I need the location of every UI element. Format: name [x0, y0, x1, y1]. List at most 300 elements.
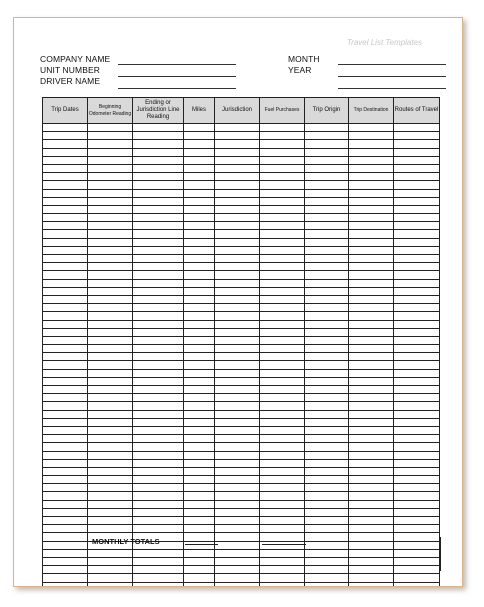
table-cell[interactable] — [43, 459, 88, 467]
table-cell[interactable] — [349, 132, 394, 140]
table-cell[interactable] — [184, 312, 215, 320]
table-cell[interactable] — [349, 173, 394, 181]
table-cell[interactable] — [184, 336, 215, 344]
table-cell[interactable] — [215, 345, 260, 353]
table-cell[interactable] — [43, 328, 88, 336]
table-cell[interactable] — [349, 582, 394, 587]
table-cell[interactable] — [215, 443, 260, 451]
table-cell[interactable] — [305, 574, 349, 582]
table-cell[interactable] — [349, 230, 394, 238]
table-cell[interactable] — [305, 451, 349, 459]
table-cell[interactable] — [305, 435, 349, 443]
table-cell[interactable] — [260, 394, 305, 402]
table-cell[interactable] — [260, 205, 305, 213]
table-cell[interactable] — [305, 320, 349, 328]
table-cell[interactable] — [88, 459, 133, 467]
table-cell[interactable] — [260, 525, 305, 533]
table-cell[interactable] — [260, 132, 305, 140]
table-cell[interactable] — [349, 345, 394, 353]
table-cell[interactable] — [215, 246, 260, 254]
table-cell[interactable] — [394, 255, 440, 263]
table-cell[interactable] — [133, 517, 184, 525]
table-cell[interactable] — [43, 582, 88, 587]
table-cell[interactable] — [305, 205, 349, 213]
table-cell[interactable] — [133, 197, 184, 205]
table-cell[interactable] — [349, 451, 394, 459]
table-cell[interactable] — [260, 124, 305, 132]
table-cell[interactable] — [349, 336, 394, 344]
table-cell[interactable] — [43, 476, 88, 484]
table-cell[interactable] — [394, 132, 440, 140]
table-cell[interactable] — [260, 255, 305, 263]
table-cell[interactable] — [215, 410, 260, 418]
table-cell[interactable] — [133, 386, 184, 394]
table-cell[interactable] — [133, 132, 184, 140]
table-cell[interactable] — [184, 459, 215, 467]
table-cell[interactable] — [133, 271, 184, 279]
table-cell[interactable] — [305, 328, 349, 336]
table-cell[interactable] — [215, 148, 260, 156]
table-cell[interactable] — [133, 295, 184, 303]
table-cell[interactable] — [133, 164, 184, 172]
table-cell[interactable] — [260, 164, 305, 172]
table-cell[interactable] — [215, 214, 260, 222]
table-cell[interactable] — [305, 426, 349, 434]
table-cell[interactable] — [184, 124, 215, 132]
table-cell[interactable] — [43, 156, 88, 164]
table-cell[interactable] — [215, 156, 260, 164]
table-cell[interactable] — [215, 386, 260, 394]
table-cell[interactable] — [394, 287, 440, 295]
table-cell[interactable] — [260, 230, 305, 238]
table-cell[interactable] — [88, 205, 133, 213]
table-cell[interactable] — [215, 426, 260, 434]
table-cell[interactable] — [215, 181, 260, 189]
table-cell[interactable] — [394, 500, 440, 508]
table-cell[interactable] — [305, 263, 349, 271]
table-cell[interactable] — [260, 320, 305, 328]
table-cell[interactable] — [43, 230, 88, 238]
table-cell[interactable] — [305, 222, 349, 230]
table-cell[interactable] — [215, 255, 260, 263]
table-cell[interactable] — [394, 508, 440, 516]
table-cell[interactable] — [88, 525, 133, 533]
table-cell[interactable] — [305, 173, 349, 181]
table-cell[interactable] — [260, 410, 305, 418]
table-cell[interactable] — [88, 377, 133, 385]
table-cell[interactable] — [43, 132, 88, 140]
table-cell[interactable] — [349, 484, 394, 492]
table-cell[interactable] — [184, 394, 215, 402]
table-cell[interactable] — [43, 525, 88, 533]
table-cell[interactable] — [394, 476, 440, 484]
table-cell[interactable] — [394, 181, 440, 189]
table-cell[interactable] — [184, 304, 215, 312]
table-cell[interactable] — [43, 279, 88, 287]
table-cell[interactable] — [215, 336, 260, 344]
table-cell[interactable] — [349, 312, 394, 320]
table-cell[interactable] — [43, 426, 88, 434]
table-cell[interactable] — [394, 345, 440, 353]
table-cell[interactable] — [88, 574, 133, 582]
table-cell[interactable] — [305, 304, 349, 312]
table-cell[interactable] — [88, 271, 133, 279]
company-name-line[interactable] — [118, 64, 236, 65]
table-cell[interactable] — [184, 492, 215, 500]
table-cell[interactable] — [88, 230, 133, 238]
table-cell[interactable] — [88, 394, 133, 402]
table-cell[interactable] — [349, 246, 394, 254]
table-cell[interactable] — [260, 582, 305, 587]
table-cell[interactable] — [305, 369, 349, 377]
table-cell[interactable] — [184, 386, 215, 394]
table-cell[interactable] — [394, 410, 440, 418]
table-cell[interactable] — [133, 279, 184, 287]
table-cell[interactable] — [215, 189, 260, 197]
table-cell[interactable] — [88, 402, 133, 410]
table-cell[interactable] — [215, 205, 260, 213]
table-cell[interactable] — [394, 279, 440, 287]
table-cell[interactable] — [133, 410, 184, 418]
table-cell[interactable] — [184, 214, 215, 222]
table-cell[interactable] — [43, 410, 88, 418]
table-cell[interactable] — [215, 140, 260, 148]
table-cell[interactable] — [215, 230, 260, 238]
table-cell[interactable] — [394, 222, 440, 230]
table-cell[interactable] — [133, 263, 184, 271]
table-cell[interactable] — [133, 574, 184, 582]
table-cell[interactable] — [133, 148, 184, 156]
table-cell[interactable] — [305, 353, 349, 361]
table-cell[interactable] — [305, 402, 349, 410]
table-cell[interactable] — [260, 189, 305, 197]
table-cell[interactable] — [133, 508, 184, 516]
table-cell[interactable] — [133, 189, 184, 197]
table-cell[interactable] — [133, 255, 184, 263]
table-cell[interactable] — [43, 386, 88, 394]
table-cell[interactable] — [184, 443, 215, 451]
table-cell[interactable] — [394, 467, 440, 475]
table-cell[interactable] — [88, 443, 133, 451]
table-cell[interactable] — [43, 484, 88, 492]
table-cell[interactable] — [133, 320, 184, 328]
table-cell[interactable] — [394, 517, 440, 525]
table-cell[interactable] — [349, 156, 394, 164]
table-cell[interactable] — [88, 582, 133, 587]
table-cell[interactable] — [88, 222, 133, 230]
table-cell[interactable] — [215, 263, 260, 271]
table-cell[interactable] — [305, 255, 349, 263]
table-cell[interactable] — [43, 467, 88, 475]
table-cell[interactable] — [184, 467, 215, 475]
table-cell[interactable] — [43, 181, 88, 189]
month-line[interactable] — [338, 64, 446, 65]
table-cell[interactable] — [215, 238, 260, 246]
table-cell[interactable] — [88, 304, 133, 312]
table-cell[interactable] — [133, 173, 184, 181]
table-cell[interactable] — [260, 426, 305, 434]
table-cell[interactable] — [43, 402, 88, 410]
table-cell[interactable] — [184, 287, 215, 295]
table-cell[interactable] — [215, 402, 260, 410]
table-cell[interactable] — [88, 345, 133, 353]
table-cell[interactable] — [394, 205, 440, 213]
table-cell[interactable] — [260, 386, 305, 394]
table-cell[interactable] — [215, 467, 260, 475]
table-cell[interactable] — [133, 214, 184, 222]
table-cell[interactable] — [349, 140, 394, 148]
table-cell[interactable] — [43, 574, 88, 582]
table-cell[interactable] — [184, 476, 215, 484]
table-cell[interactable] — [88, 255, 133, 263]
table-cell[interactable] — [43, 238, 88, 246]
table-cell[interactable] — [184, 402, 215, 410]
table-cell[interactable] — [215, 279, 260, 287]
table-cell[interactable] — [260, 492, 305, 500]
table-cell[interactable] — [349, 467, 394, 475]
table-cell[interactable] — [184, 525, 215, 533]
table-cell[interactable] — [305, 312, 349, 320]
table-cell[interactable] — [133, 402, 184, 410]
table-cell[interactable] — [43, 197, 88, 205]
table-cell[interactable] — [305, 361, 349, 369]
table-cell[interactable] — [349, 222, 394, 230]
table-cell[interactable] — [215, 132, 260, 140]
table-cell[interactable] — [184, 230, 215, 238]
table-cell[interactable] — [260, 197, 305, 205]
table-cell[interactable] — [133, 304, 184, 312]
table-cell[interactable] — [88, 214, 133, 222]
table-cell[interactable] — [305, 394, 349, 402]
table-cell[interactable] — [88, 476, 133, 484]
year-line[interactable] — [338, 76, 446, 77]
table-cell[interactable] — [260, 279, 305, 287]
table-cell[interactable] — [394, 197, 440, 205]
table-cell[interactable] — [394, 320, 440, 328]
table-cell[interactable] — [43, 492, 88, 500]
table-cell[interactable] — [215, 418, 260, 426]
table-cell[interactable] — [133, 369, 184, 377]
table-cell[interactable] — [215, 451, 260, 459]
table-cell[interactable] — [43, 336, 88, 344]
table-cell[interactable] — [184, 320, 215, 328]
table-cell[interactable] — [43, 320, 88, 328]
table-cell[interactable] — [88, 189, 133, 197]
table-cell[interactable] — [394, 369, 440, 377]
unit-number-line[interactable] — [118, 76, 236, 77]
table-cell[interactable] — [43, 500, 88, 508]
table-cell[interactable] — [305, 467, 349, 475]
table-cell[interactable] — [133, 443, 184, 451]
table-cell[interactable] — [394, 156, 440, 164]
table-cell[interactable] — [43, 124, 88, 132]
table-cell[interactable] — [349, 435, 394, 443]
table-cell[interactable] — [133, 525, 184, 533]
table-cell[interactable] — [260, 263, 305, 271]
table-cell[interactable] — [305, 336, 349, 344]
table-cell[interactable] — [394, 336, 440, 344]
table-cell[interactable] — [394, 443, 440, 451]
table-cell[interactable] — [133, 459, 184, 467]
table-cell[interactable] — [349, 304, 394, 312]
table-cell[interactable] — [305, 197, 349, 205]
table-cell[interactable] — [260, 181, 305, 189]
table-cell[interactable] — [394, 582, 440, 587]
table-cell[interactable] — [215, 287, 260, 295]
table-cell[interactable] — [349, 197, 394, 205]
table-cell[interactable] — [215, 435, 260, 443]
table-cell[interactable] — [184, 132, 215, 140]
table-cell[interactable] — [349, 124, 394, 132]
table-cell[interactable] — [215, 394, 260, 402]
table-cell[interactable] — [260, 517, 305, 525]
table-cell[interactable] — [215, 492, 260, 500]
table-cell[interactable] — [88, 238, 133, 246]
table-cell[interactable] — [349, 214, 394, 222]
table-cell[interactable] — [43, 205, 88, 213]
table-cell[interactable] — [305, 148, 349, 156]
table-cell[interactable] — [88, 484, 133, 492]
table-cell[interactable] — [133, 156, 184, 164]
table-cell[interactable] — [349, 279, 394, 287]
table-cell[interactable] — [349, 574, 394, 582]
table-cell[interactable] — [394, 525, 440, 533]
table-cell[interactable] — [184, 181, 215, 189]
table-cell[interactable] — [305, 230, 349, 238]
table-cell[interactable] — [133, 246, 184, 254]
table-cell[interactable] — [184, 148, 215, 156]
table-cell[interactable] — [184, 582, 215, 587]
table-cell[interactable] — [43, 377, 88, 385]
table-cell[interactable] — [394, 173, 440, 181]
table-cell[interactable] — [305, 492, 349, 500]
table-cell[interactable] — [184, 328, 215, 336]
table-cell[interactable] — [394, 271, 440, 279]
table-cell[interactable] — [88, 156, 133, 164]
table-cell[interactable] — [349, 328, 394, 336]
table-cell[interactable] — [88, 467, 133, 475]
table-cell[interactable] — [215, 197, 260, 205]
table-cell[interactable] — [349, 426, 394, 434]
table-cell[interactable] — [394, 230, 440, 238]
table-cell[interactable] — [88, 410, 133, 418]
table-cell[interactable] — [394, 377, 440, 385]
table-cell[interactable] — [394, 484, 440, 492]
table-cell[interactable] — [260, 353, 305, 361]
table-cell[interactable] — [305, 279, 349, 287]
table-cell[interactable] — [184, 517, 215, 525]
table-cell[interactable] — [184, 345, 215, 353]
table-cell[interactable] — [215, 508, 260, 516]
table-cell[interactable] — [88, 500, 133, 508]
table-cell[interactable] — [305, 271, 349, 279]
table-cell[interactable] — [260, 459, 305, 467]
table-cell[interactable] — [349, 459, 394, 467]
table-cell[interactable] — [184, 173, 215, 181]
table-cell[interactable] — [394, 426, 440, 434]
table-cell[interactable] — [260, 377, 305, 385]
table-cell[interactable] — [133, 467, 184, 475]
table-cell[interactable] — [260, 336, 305, 344]
table-cell[interactable] — [43, 246, 88, 254]
table-cell[interactable] — [349, 386, 394, 394]
table-cell[interactable] — [305, 238, 349, 246]
table-cell[interactable] — [394, 353, 440, 361]
table-cell[interactable] — [43, 508, 88, 516]
table-cell[interactable] — [184, 246, 215, 254]
table-cell[interactable] — [184, 484, 215, 492]
table-cell[interactable] — [394, 386, 440, 394]
table-cell[interactable] — [215, 124, 260, 132]
table-cell[interactable] — [349, 295, 394, 303]
table-cell[interactable] — [349, 361, 394, 369]
table-cell[interactable] — [184, 353, 215, 361]
table-cell[interactable] — [88, 263, 133, 271]
table-cell[interactable] — [133, 140, 184, 148]
table-cell[interactable] — [349, 205, 394, 213]
table-cell[interactable] — [88, 418, 133, 426]
table-cell[interactable] — [260, 271, 305, 279]
table-cell[interactable] — [394, 312, 440, 320]
table-cell[interactable] — [184, 500, 215, 508]
table-cell[interactable] — [88, 312, 133, 320]
table-cell[interactable] — [43, 312, 88, 320]
table-cell[interactable] — [133, 345, 184, 353]
table-cell[interactable] — [88, 197, 133, 205]
table-cell[interactable] — [133, 476, 184, 484]
table-cell[interactable] — [349, 238, 394, 246]
table-cell[interactable] — [305, 377, 349, 385]
table-cell[interactable] — [260, 140, 305, 148]
table-cell[interactable] — [349, 255, 394, 263]
table-cell[interactable] — [88, 451, 133, 459]
table-cell[interactable] — [43, 361, 88, 369]
table-cell[interactable] — [184, 140, 215, 148]
table-cell[interactable] — [43, 271, 88, 279]
table-cell[interactable] — [133, 418, 184, 426]
table-cell[interactable] — [349, 353, 394, 361]
table-cell[interactable] — [215, 476, 260, 484]
table-cell[interactable] — [349, 410, 394, 418]
table-cell[interactable] — [260, 238, 305, 246]
table-cell[interactable] — [88, 164, 133, 172]
table-cell[interactable] — [215, 295, 260, 303]
table-cell[interactable] — [305, 459, 349, 467]
table-cell[interactable] — [215, 312, 260, 320]
table-cell[interactable] — [349, 369, 394, 377]
table-cell[interactable] — [88, 517, 133, 525]
table-cell[interactable] — [184, 574, 215, 582]
table-cell[interactable] — [43, 369, 88, 377]
table-cell[interactable] — [394, 394, 440, 402]
table-cell[interactable] — [184, 222, 215, 230]
table-cell[interactable] — [215, 164, 260, 172]
table-cell[interactable] — [260, 418, 305, 426]
table-cell[interactable] — [394, 435, 440, 443]
table-cell[interactable] — [43, 140, 88, 148]
table-cell[interactable] — [260, 476, 305, 484]
table-cell[interactable] — [88, 361, 133, 369]
table-cell[interactable] — [260, 312, 305, 320]
table-cell[interactable] — [394, 295, 440, 303]
table-cell[interactable] — [349, 508, 394, 516]
table-cell[interactable] — [88, 369, 133, 377]
table-cell[interactable] — [394, 418, 440, 426]
table-cell[interactable] — [43, 418, 88, 426]
table-cell[interactable] — [394, 214, 440, 222]
table-cell[interactable] — [133, 500, 184, 508]
table-cell[interactable] — [349, 492, 394, 500]
